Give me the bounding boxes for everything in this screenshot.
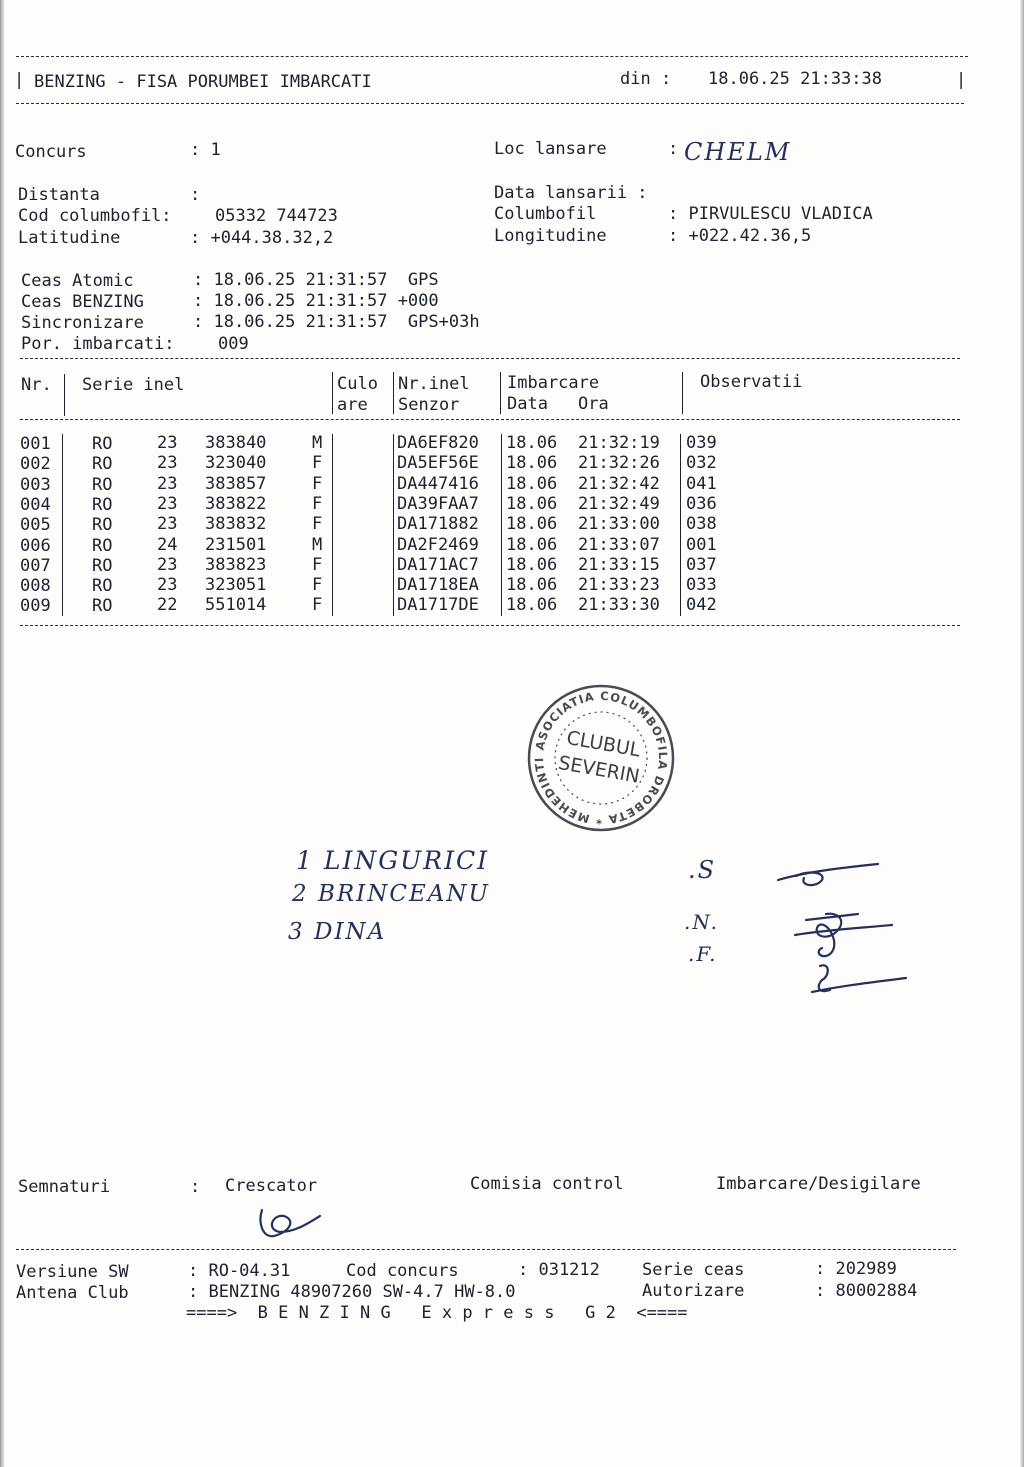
cell-tara: RO — [92, 515, 113, 536]
stamp-line-2: SEVERIN — [556, 751, 642, 788]
cell-data: 18.06 — [506, 534, 558, 555]
signature-stroke — [796, 873, 823, 886]
cell-tara: RO — [92, 535, 113, 556]
cell-data: 18.06 — [506, 453, 558, 474]
cell-ora: 21:33:07 — [578, 534, 660, 555]
cell-observatii: 033 — [686, 575, 717, 596]
serie-ceas-label: Serie ceas — [642, 1260, 745, 1280]
cell-tara: RO — [92, 576, 113, 597]
cell-data: 18.06 — [506, 433, 558, 453]
footer-divider — [16, 1249, 956, 1250]
stamp-line-1: CLUBUL — [564, 726, 642, 762]
handwritten-mark-n: .N. — [684, 910, 719, 934]
cell-data: 18.06 — [506, 575, 558, 596]
benzing-express-banner: ====> B E N Z I N G E x p r e s s G 2 <==== — [186, 1303, 688, 1323]
cell-tara: RO — [92, 494, 113, 515]
cell-an: 23 — [157, 575, 178, 596]
cell-observatii: 041 — [686, 473, 717, 494]
col-nrinel-header-1: Nr.inel — [398, 374, 470, 394]
handwritten-mark-f: .F. — [688, 942, 718, 966]
comisia-control-label: Comisia control — [470, 1174, 624, 1194]
cell-ora: 21:32:19 — [578, 433, 660, 453]
cell-an: 23 — [157, 473, 178, 494]
cell-tara: RO — [92, 454, 113, 475]
ceas-benzing-label: Ceas BENZING — [21, 292, 144, 312]
ceas-atomic-label: Ceas Atomic — [21, 271, 134, 291]
cell-an: 23 — [157, 554, 178, 575]
cell-serie: 551014 — [205, 595, 267, 616]
cell-serie: 383823 — [205, 554, 267, 575]
cell-sex: F — [312, 595, 323, 616]
cell-sex: F — [312, 473, 323, 494]
print-datetime: 18.06.25 21:33:38 — [708, 69, 882, 89]
col-culoare-header-1: Culo — [337, 374, 378, 394]
col-nrinel-header-2: Senzor — [398, 395, 460, 415]
document-title: BENZING - FISA PORUMBEI IMBARCATI — [34, 72, 372, 92]
semnaturi-sep: : — [190, 1177, 201, 1197]
cell-sex: M — [312, 534, 323, 555]
versiune-sw-value: : RO-04.31 — [188, 1261, 291, 1281]
sincronizare-value: : 18.06.25 21:31:57 GPS+03h — [193, 312, 480, 332]
cell-sex: M — [312, 433, 323, 453]
cell-data: 18.06 — [506, 514, 558, 535]
cell-an: 22 — [157, 595, 178, 616]
cell-senzor: DA6EF820 — [397, 433, 479, 453]
signature-stroke — [817, 914, 842, 956]
stamp-ring-text: ASOCIATIA COLUMBOFILA DROBETA * MEHEDINTI — [531, 688, 671, 828]
porumbei-imbarcati-value: 009 — [218, 334, 249, 354]
imbarcare-desigilare-label: Imbarcare/Desigilare — [716, 1174, 921, 1194]
header-left-bar: | — [14, 70, 25, 90]
cell-senzor: DA2F2469 — [397, 534, 479, 555]
cod-columbofil-label: Cod columbofil: — [18, 206, 172, 226]
autorizare-label: Autorizare — [642, 1281, 745, 1301]
cell-nr: 003 — [20, 474, 51, 495]
cod-concurs-value: : 031212 — [518, 1260, 600, 1280]
distanta-label: Distanta — [18, 185, 100, 205]
cell-tara: RO — [92, 596, 113, 617]
latitudine-label: Latitudine — [18, 228, 121, 248]
antena-club-value: : BENZING 48907260 SW-4.7 HW-8.0 — [188, 1282, 516, 1302]
cod-columbofil-value: 05332 744723 — [215, 206, 338, 226]
cell-nr: 006 — [20, 535, 51, 556]
cell-senzor: DA5EF56E — [397, 453, 479, 474]
cell-senzor: DA1718EA — [397, 575, 479, 596]
cell-data: 18.06 — [506, 493, 558, 514]
longitudine-label: Longitudine — [494, 226, 607, 246]
crescator-signature — [261, 1210, 321, 1236]
cell-nr: 001 — [20, 434, 51, 454]
handwritten-line-1: 1 LINGURICI — [296, 846, 489, 875]
cell-an: 23 — [157, 453, 178, 474]
cell-observatii: 032 — [686, 453, 717, 474]
concurs-label: Concurs — [15, 142, 87, 162]
cell-senzor: DA171AC7 — [397, 554, 479, 575]
signature-stroke — [778, 864, 878, 880]
cell-serie: 231501 — [205, 534, 267, 555]
ceas-atomic-value: : 18.06.25 21:31:57 GPS — [193, 270, 439, 290]
cell-sex: F — [312, 514, 323, 535]
signature-stroke — [795, 925, 892, 935]
col-nr-header: Nr. — [21, 375, 52, 395]
cell-sex: F — [312, 575, 323, 596]
concurs-value: : 1 — [190, 140, 221, 160]
cell-nr: 005 — [20, 515, 51, 536]
cell-sex: F — [312, 453, 323, 474]
cell-an: 24 — [157, 534, 178, 555]
din-label: din : — [620, 69, 672, 89]
cell-serie: 383857 — [205, 473, 267, 494]
cell-an: 23 — [157, 433, 178, 453]
sincronizare-label: Sincronizare — [21, 313, 144, 333]
cell-ora: 21:32:26 — [578, 453, 660, 474]
cell-an: 23 — [157, 493, 178, 514]
cell-serie: 323051 — [205, 575, 267, 596]
cell-tara: RO — [92, 434, 113, 454]
ceas-benzing-value: : 18.06.25 21:31:57 +000 — [193, 291, 439, 311]
col-observatii-header: Observatii — [700, 372, 803, 392]
longitudine-value: : +022.42.36,5 — [668, 226, 812, 246]
cell-nr: 009 — [20, 596, 51, 617]
porumbei-imbarcati-label: Por. imbarcati: — [21, 334, 175, 354]
col-culoare-header-2: are — [337, 395, 368, 415]
cell-ora: 21:32:42 — [578, 473, 660, 494]
cell-serie: 383822 — [205, 493, 267, 514]
latitudine-value: : +044.38.32,2 — [190, 228, 334, 248]
col-imbarcare-header: Imbarcare — [507, 373, 600, 393]
cell-ora: 21:32:49 — [578, 493, 660, 514]
cell-observatii: 036 — [686, 493, 717, 514]
cell-an: 23 — [157, 514, 178, 535]
signature-stroke — [819, 965, 830, 991]
cell-ora: 21:33:23 — [578, 575, 660, 596]
col-data-header: Data — [507, 394, 548, 414]
versiune-sw-label: Versiune SW — [16, 1262, 129, 1282]
loc-lansare-sep: : — [668, 139, 679, 159]
cell-serie: 383832 — [205, 514, 267, 535]
cell-senzor: DA171882 — [397, 514, 479, 535]
handwritten-line-2: 2 BRINCEANU — [292, 881, 490, 907]
columbofil-label: Columbofil — [494, 204, 597, 224]
crescator-label: Crescator — [225, 1176, 318, 1196]
cell-data: 18.06 — [506, 554, 558, 575]
cell-observatii: 039 — [686, 433, 717, 453]
cod-concurs-label: Cod concurs — [346, 1261, 459, 1281]
loc-lansare-handwritten: CHELM — [684, 138, 792, 166]
cell-sex: F — [312, 554, 323, 575]
cell-nr: 004 — [20, 494, 51, 515]
header-right-bar: | — [956, 70, 967, 90]
antena-club-label: Antena Club — [16, 1283, 129, 1303]
data-lansarii-label: Data lansarii : — [494, 183, 648, 203]
handwritten-line-3: 3 DINA — [288, 919, 387, 945]
cell-tara: RO — [92, 555, 113, 576]
cell-observatii: 042 — [686, 595, 717, 616]
cell-data: 18.06 — [506, 595, 558, 616]
columbofil-value: : PIRVULESCU VLADICA — [668, 204, 873, 224]
handwritten-mark-s: .S — [688, 856, 717, 884]
cell-ora: 21:33:30 — [578, 595, 660, 616]
serie-ceas-value: : 202989 — [815, 1259, 897, 1279]
col-serie-header: Serie inel — [82, 375, 185, 395]
signature-stroke — [806, 914, 858, 920]
cell-data: 18.06 — [506, 473, 558, 494]
autorizare-value: : 80002884 — [815, 1281, 918, 1301]
semnaturi-label: Semnaturi — [18, 1177, 111, 1197]
distanta-sep: : — [190, 185, 201, 205]
cell-senzor: DA447416 — [397, 473, 479, 494]
cell-serie: 383840 — [205, 433, 267, 453]
col-ora-header: Ora — [578, 394, 609, 414]
cell-serie: 323040 — [205, 453, 267, 474]
loc-lansare-label: Loc lansare — [494, 139, 607, 159]
cell-ora: 21:33:15 — [578, 554, 660, 575]
cell-senzor: DA1717DE — [397, 595, 479, 616]
cell-sex: F — [312, 493, 323, 514]
cell-observatii: 037 — [686, 554, 717, 575]
cell-nr: 007 — [20, 555, 51, 576]
cell-observatii: 038 — [686, 514, 717, 535]
cell-tara: RO — [92, 474, 113, 495]
cell-nr: 002 — [20, 454, 51, 475]
cell-nr: 008 — [20, 576, 51, 597]
cell-ora: 21:33:00 — [578, 514, 660, 535]
cell-senzor: DA39FAA7 — [397, 493, 479, 514]
cell-observatii: 001 — [686, 534, 717, 555]
